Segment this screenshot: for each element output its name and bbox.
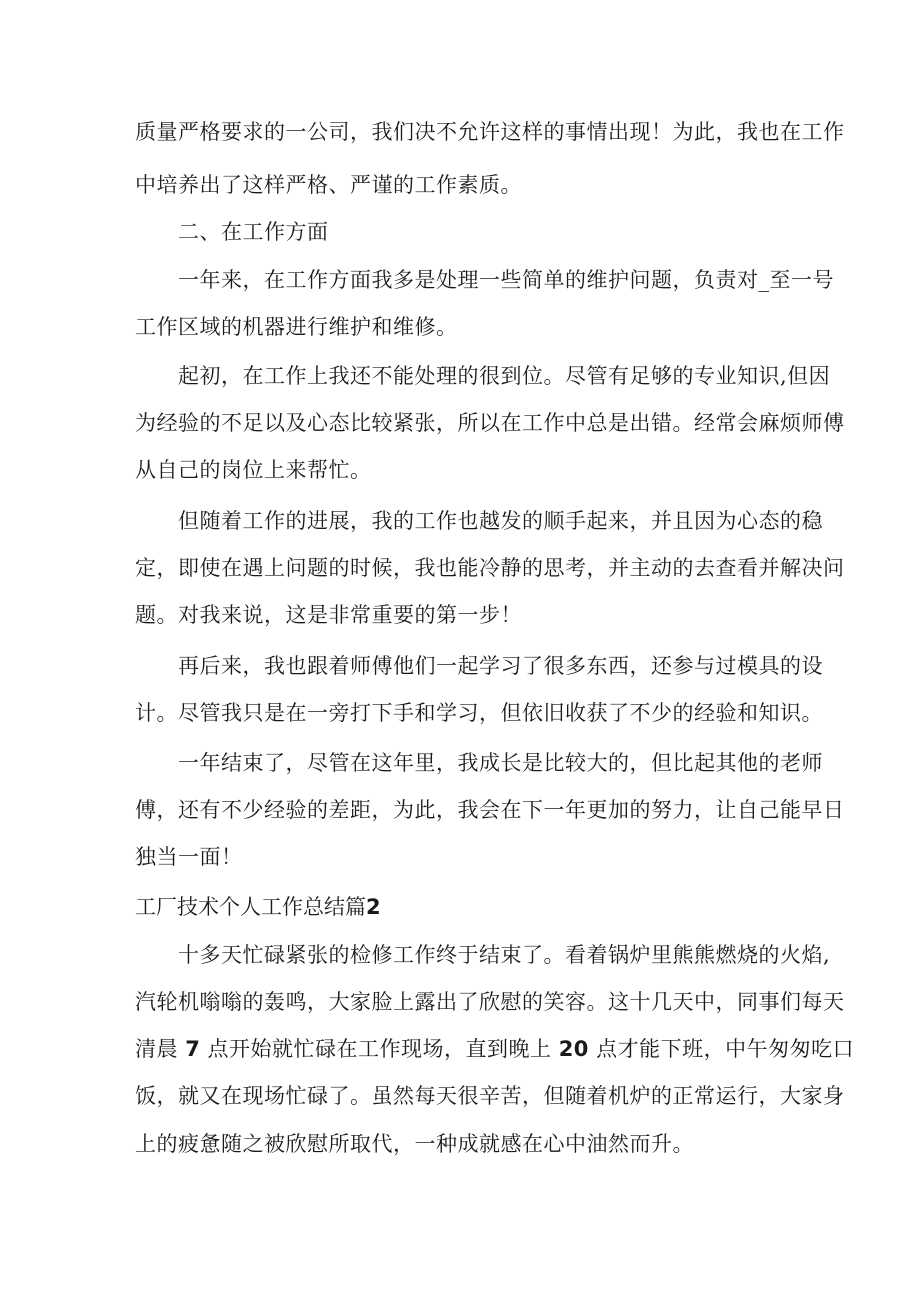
paragraph-line: 从自己的岗位上来帮忙。 [135, 458, 372, 482]
paragraph-line: 一年来，在工作方面我多是处理一些简单的维护问题，负责对_至一号 [178, 268, 834, 292]
paragraph-line: 为经验的不足以及心态比较紧张，所以在工作中总是出错。经常会麻烦师傅 [135, 411, 845, 435]
article-title [135, 892, 381, 922]
text-segment: 点开始就忙碌在工作现场，直到晚上 [207, 1037, 552, 1061]
paragraph-line: 起初，在工作上我还不能处理的很到位。尽管有足够的专业知识,但因 [178, 364, 831, 388]
paragraph-line: 傅，还有不少经验的差距，为此，我会在下一年更加的努力，让自己能早日 [135, 798, 845, 822]
section-title: 二、在工作方面 [178, 220, 329, 244]
paragraph-line: 饭，就又在现场忙碌了。虽然每天很辛苦，但随着机炉的正常运行，大家身 [135, 1084, 845, 1108]
article-title-number: 2 [366, 895, 381, 919]
paragraph-line: 汽轮机嗡嗡的轰鸣，大家脸上露出了欣慰的笑容。这十几天中，同事们每天 [135, 990, 845, 1014]
paragraph-line: 定，即使在遇上问题的时候，我也能冷静的思考，并主动的去查看并解决问 [135, 556, 845, 580]
paragraph-line: 但随着工作的进展，我的工作也越发的顺手起来，并且因为心态的稳 [178, 509, 823, 533]
paragraph-line: 独当一面！ [135, 845, 243, 869]
paragraph-line: 题。对我来说，这是非常重要的第一步！ [135, 603, 522, 627]
text-segment: 清晨 [135, 1037, 178, 1061]
text-segment: 点才能下班，中午匆匆吃口 [596, 1037, 855, 1061]
number-segment: 7 [185, 1037, 201, 1061]
article-title-text: 工厂技术个人工作总结篇 [135, 895, 366, 919]
paragraph-line: 质量严格要求的一公司，我们决不允许这样的事情出现！为此，我也在工作 [135, 120, 845, 144]
number-segment: 20 [558, 1037, 589, 1061]
paragraph-line: 一年结束了，尽管在这年里，我成长是比较大的，但比起其他的老师 [178, 751, 823, 775]
paragraph-line [135, 1034, 855, 1064]
paragraph-line: 工作区域的机器进行维护和维修。 [135, 315, 458, 339]
paragraph-line: 上的疲惫随之被欣慰所取代，一种成就感在心中油然而升。 [135, 1132, 694, 1156]
paragraph-line: 中培养出了这样严格、严谨的工作素质。 [135, 173, 522, 197]
paragraph-line: 十多天忙碌紧张的检修工作终于结束了。看着锅炉里熊熊燃烧的火焰, [178, 943, 831, 967]
paragraph-line: 再后来，我也跟着师傅他们一起学习了很多东西，还参与过模具的设 [178, 654, 823, 678]
paragraph-line: 计。尽管我只是在一旁打下手和学习，但依旧收获了不少的经验和知识。 [135, 701, 823, 725]
